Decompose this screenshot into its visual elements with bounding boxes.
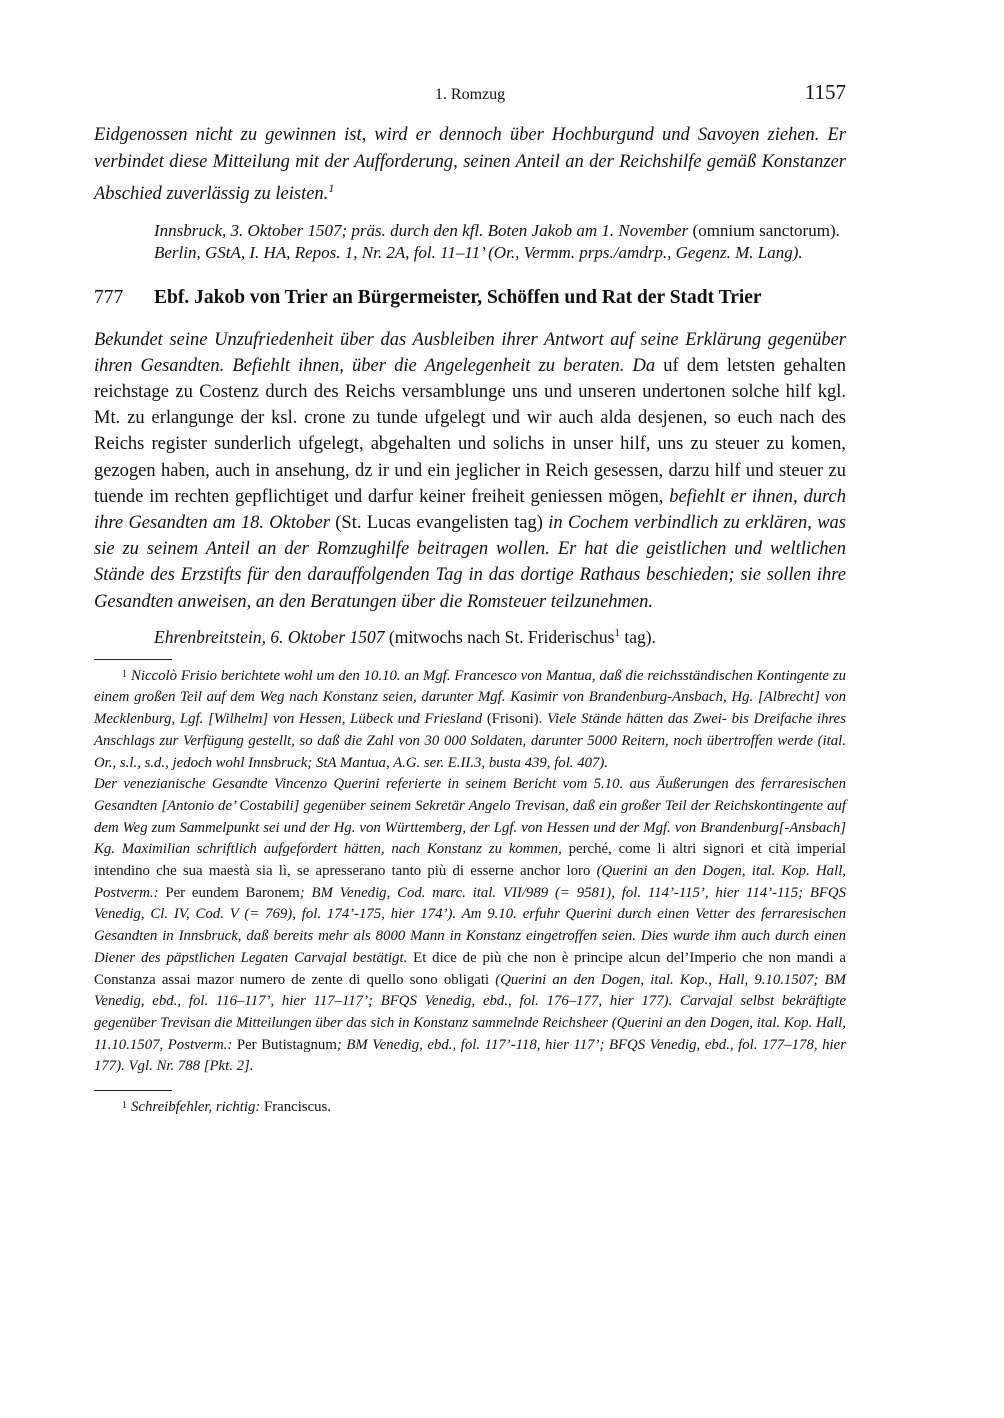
italic-run: Bekundet seine Unzufriedenheit über das Ausbleiben ihrer Antwort auf seine Erklärung gegenüber ihren Gesandten. Befiehlt ihnen, über die Angelegenheit zu beraten. Da bbox=[94, 329, 846, 376]
document-title: Ebf. Jakob von Trier an Bürgermeister, Schöffen und Rat der Stadt Trier bbox=[154, 286, 762, 308]
italic-run: , befiehlt er ihnen, durch ihre Gesandten am 18. Oktober bbox=[94, 486, 847, 534]
document-number: 777 bbox=[94, 286, 124, 308]
footnote-mark: 1 bbox=[614, 626, 620, 639]
italic-run: Niccolò Frisio berichtete wohl um den 10.10. an Mgf. Francesco von Mantua, daß die reichsständischen Kontingente zu einem großen Teil auf dem Weg nach Konstanz seien, darunter Mgf. Kasimir von Brandenburg-Ansbach, Hg. [Albrecht] von Mecklenburg, Lgf. [Wilhelm] von Hessen, Lübeck und Friesland bbox=[94, 667, 846, 728]
footnote-paragraph bbox=[94, 1095, 846, 1119]
roman-run: (St. Lucas evangelisten tag) bbox=[329, 513, 549, 534]
italic-run: in Cochem verbindlich zu erklären, was sie zu seinem Anteil an der Romzughilfe beitragen wollen. Er hat die geistlichen und weltlichen Stände des Erzstifts für den darauffolgenden Tag in das dortige Rathaus beschieden; sie sollen ihre Gesandten anweisen, an den Beratungen über die Romsteuer teilzunehmen. bbox=[94, 513, 846, 612]
dateline-place-date: Ehrenbreitstein, 6. Oktober 1507 bbox=[154, 626, 385, 647]
archive-text: Berlin, GStA, I. HA, Repos. 1, Nr. 2A, fol. 11–11’ (Or., Vermm. prps./amdrp., Gegenz. M. Lang). bbox=[154, 243, 803, 263]
intro-regest bbox=[94, 122, 846, 208]
source-block bbox=[154, 220, 846, 265]
italic-run: (Querini an den Dogen, ital. Kop. Hall, Postverm.: bbox=[94, 863, 847, 901]
dateline-end: tag). bbox=[619, 626, 656, 647]
italic-run: Viele Stände hätten das Zwei- bis Dreifache ihres Anschlags zur Verfügung gestellt, so daß die Zahl von 30 000 Soldaten, darunter 5000 Reitern, noch übertroffen werde (ital. Or., s.l., s.d., jedoch wohl Innsbruck; StA Mantua, A.G. ser. E.II.3, busta 439, fol. 407). bbox=[94, 711, 846, 771]
footnote-number: 1 bbox=[122, 1100, 127, 1112]
dateline-feast: (mitwochs nach St. Friderischus bbox=[384, 626, 615, 647]
archive-reference bbox=[154, 242, 846, 265]
intro-text: Eidgenossen nicht zu gewinnen ist, wird er dennoch über Hochburgund und Savoyen ziehen. Er verbindet diese Mitteilung mit der Aufforderung, seinen Anteil an der Reichshilfe gemäß Konstanzer Abschied zuverlässig zu leisten. bbox=[94, 125, 846, 205]
footnote-paragraph bbox=[94, 664, 846, 775]
italic-run: ; BM Venedig, Cod. marc. ital. VII/989 (= 9581), fol. 114’-115’, hier 114’-115; BFQS Venedig, Cl. IV, Cod. V (= 769), fol. 174’-175, hier 174’). Am 9.10. erfuhr Querini durch einen Vetter des ferraresischen Gesandten in Innsbruck, daß bereits mehr als 8000 Mann in Konstanz eingetroffen seien. Dies wurde ihm auch durch einen Diener des päpstlichen Legaten Carvajal bestätigt. bbox=[94, 884, 846, 966]
footnote-note: Schreibfehler, richtig: bbox=[131, 1099, 261, 1116]
roman-run: Per Butistagnum bbox=[232, 1036, 337, 1053]
footnote-mark: 1 bbox=[328, 181, 335, 195]
document-page bbox=[94, 80, 846, 1119]
dateline bbox=[154, 621, 846, 649]
footnote-2 bbox=[94, 1095, 846, 1119]
italic-run: (Querini an den Dogen, ital. Kop., Hall, 9.10.1507; BM Venedig, ebd., fol. 116–117’, hier 117–117’; BFQS Venedig, ebd., fol. 176–177, hier 177). Carvajal selbst bekräftigte gegenüber Trevisan die Mitteilungen über das sich in Konstanz sammelnde Reichsheer (Querini an den Dogen, ital. Kop. Hall, 11.10.1507, Postverm.: bbox=[94, 971, 846, 1053]
source-feast: (omnium sanctorum). bbox=[688, 220, 840, 240]
roman-run: (Frisoni). bbox=[482, 711, 548, 728]
footnote-correction: Franciscus. bbox=[260, 1099, 331, 1116]
footnote-divider bbox=[94, 1090, 172, 1091]
running-head: 1. Romzug bbox=[434, 86, 506, 103]
document-regest bbox=[94, 327, 846, 615]
roman-run: Per eundem Baronem bbox=[158, 884, 300, 901]
footnote-paragraph bbox=[94, 774, 846, 1078]
page-header bbox=[94, 80, 846, 110]
italic-run: Der venezianische Gesandte Vincenzo Querini referierte in seinem Bericht vom 5.10. aus Äußerungen des ferraresischen Gesandten [Antonio de’ Costabili] gegenüber seinem Sekretär Angelo Trevisan, daß ein großer Teil der Reichskontingente auf dem Weg zum Sammelpunkt sei und der Hg. von Württemberg, der Lgf. von Hessen und der Mgf. von Brandenburg[-Ansbach] Kg. Maximilian schriftlich aufgefordert hätten, nach Konstanz zu kommen, bbox=[94, 776, 846, 858]
source-date: Innsbruck, 3. Oktober 1507; präs. durch den kfl. Boten Jakob am 1. November bbox=[154, 220, 689, 240]
roman-run: perché, come li altri signori et cità imperial intendino che sua maestà sia lì, se apresserano tanto più di esserne anchor loro bbox=[94, 841, 846, 880]
roman-run: Et dice de più che non è principe alcun del’Imperio che non mandi a Constanza assai mazor numero de zente di quello sono obligati bbox=[94, 949, 846, 988]
document-heading bbox=[94, 287, 846, 309]
footnote-number: 1 bbox=[122, 668, 127, 680]
roman-run: uf dem letsten gehalten reichstage zu Costenz durch des Reichs versamblunge uns und unseren undertonen solche hilf kgl. Mt. zu erlangunge der ksl. crone zu tunde ufgelegt und wir auch alda desjenen, so euch nach des Reichs register sunderlich ufgelegt, abgehalten und solichs in unser hilf, uns zu steuer zu komen, gezogen haben, auch in ansehung, dz ir und ein jeglicher in Reich gesessen, darzu hilf und steuer zu tuende im rechten gepflichtiget und darfur keiner freiheit geniessen mögen bbox=[94, 355, 847, 507]
footnote-1 bbox=[94, 664, 846, 1078]
italic-run: ; BM Venedig, ebd., fol. 117’-118, hier 117’; BFQS Venedig, ebd., fol. 177–178, hier 177). Vgl. Nr. 788 [Pkt. 2]. bbox=[94, 1036, 846, 1075]
page-number: 1157 bbox=[804, 80, 846, 104]
footnote-divider bbox=[94, 659, 172, 660]
source-line bbox=[154, 220, 846, 243]
